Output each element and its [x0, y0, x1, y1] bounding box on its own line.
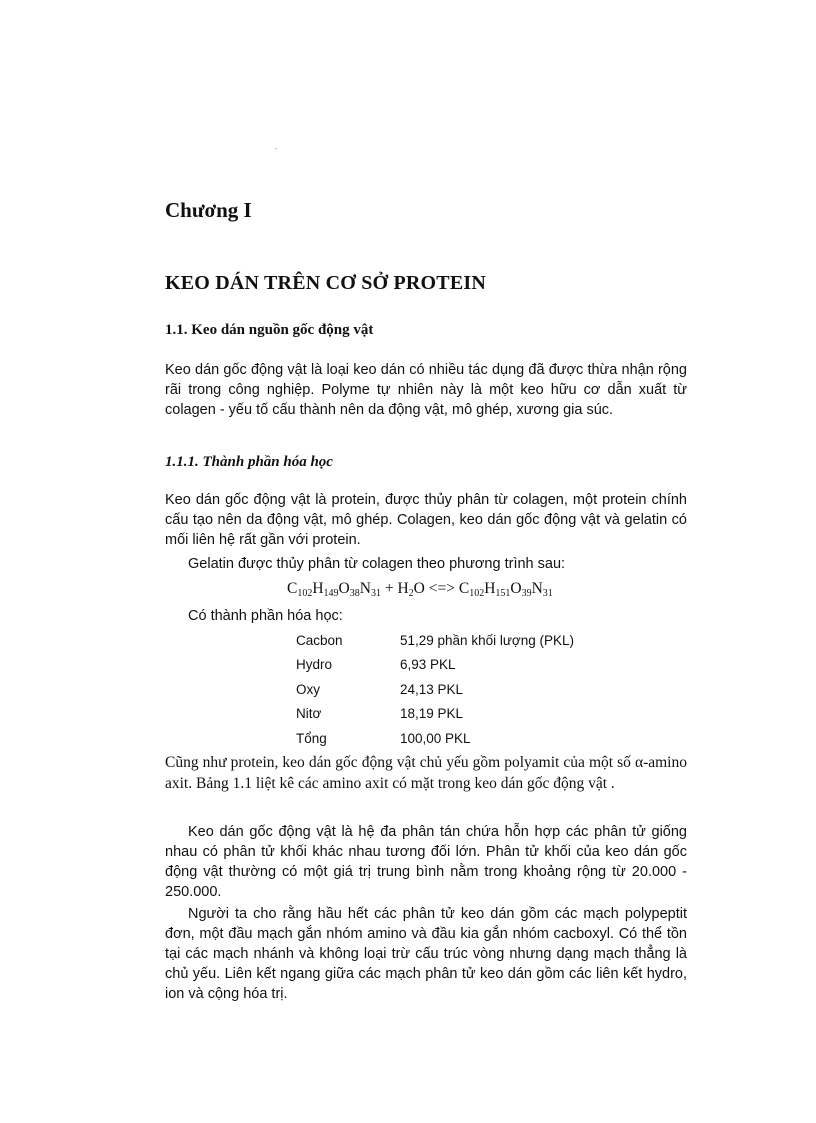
- hydrolysis-equation: $C_{102}H_{149}O_{38}N_{31} + H_2O$ <=> $C_{102}H_{151}O_{39}N_{31}$: [287, 580, 553, 599]
- element-cell: Tổng: [296, 730, 327, 746]
- lhs-n-subscript: 31: [370, 588, 381, 599]
- equation-arrow: <=>: [428, 580, 455, 597]
- section-1-1-paragraph: Keo dán gốc động vật là loại keo dán có nhiều tác dụng đã được thừa nhận rộng rãi trong công nghiệp. Polyme tự nhiên này là một keo hữu cơ dẫn xuất từ colagen - yếu tố cấu thành nên da động vật, mô ghép, xương gia súc.: [165, 362, 687, 418]
- table-row: [296, 677, 574, 702]
- rhs-o-subscript: 39: [521, 588, 532, 599]
- polydisperse-paragraph: Keo dán gốc động vật là hệ đa phân tán chứa hỗn hợp các phân tử giống nhau có phân tử khối khác nhau tương đối lớn. Phân tử khối của keo dán gốc động vật thường có một giá trị trung bình nằm trong khoảng rộng từ 20.000 - 250.000.: [165, 824, 687, 900]
- element-cell: Cacbon: [296, 632, 343, 648]
- composition-intro: Có thành phần hóa học:: [188, 608, 343, 624]
- table-row: [296, 628, 574, 653]
- polypeptide-paragraph: Người ta cho rằng hầu hết các phân tử keo dán gồm các mạch polypeptit đơn, một đầu mạch gắn nhóm amino và đầu kia gắn nhóm cacboxyl. Có thể tồn tại các mạch nhánh và không loại trừ cấu trúc vòng nhưng dạng mạch thẳng là chủ yếu. Liên kết ngang giữa các mạch phân tử keo dán gồm các liên kết hydro, ion và cộng hóa trị.: [165, 906, 687, 1002]
- value-cell: 18,19 PKL: [400, 706, 464, 722]
- value-cell: 51,29 phần khối lượng (PKL): [400, 632, 574, 648]
- table-row: [296, 726, 574, 751]
- element-cell: Hydro: [296, 657, 333, 673]
- table-row: [296, 702, 574, 727]
- lhs-o-subscript: 38: [349, 588, 360, 599]
- section-heading-1-1-1: 1.1.1. Thành phần hóa học: [165, 454, 333, 470]
- table-row: [296, 653, 574, 678]
- value-cell: 6,93 PKL: [400, 657, 456, 673]
- rhs-n-subscript: 31: [542, 588, 553, 599]
- scan-speck: [275, 148, 277, 149]
- chapter-label: Chương I: [165, 198, 252, 222]
- element-cell: Oxy: [296, 681, 321, 697]
- value-cell: 24,13 PKL: [400, 681, 464, 697]
- composition-paragraph-1: Keo dán gốc động vật là protein, được thủy phân từ colagen, một protein chính cấu tạo nên da động vật, mô ghép. Colagen, keo dán gốc động vật và gelatin có mối liên hệ rất gần với protein.: [165, 492, 687, 548]
- polyamide-paragraph: Cũng như protein, keo dán gốc động vật chủ yếu gồm polyamit của một số α-amino axit. Bảng 1.1 liệt kê các amino axit có mặt trong keo dán gốc động vật .: [165, 754, 687, 792]
- lhs-c-subscript: 102: [297, 588, 313, 599]
- chapter-title: KEO DÁN TRÊN CƠ SỞ PROTEIN: [165, 272, 486, 294]
- section-heading-1-1: 1.1. Keo dán nguồn gốc động vật: [165, 322, 374, 338]
- rhs-h-subscript: 151: [495, 588, 511, 599]
- lhs-h-subscript: 149: [323, 588, 339, 599]
- element-cell: Nitơ: [296, 706, 322, 722]
- value-cell: 100,00 PKL: [400, 730, 471, 746]
- equation-intro: Gelatin được thủy phân từ colagen theo phương trình sau:: [188, 556, 566, 572]
- rhs-c-subscript: 102: [469, 588, 485, 599]
- water-h-subscript: 2: [408, 588, 414, 599]
- composition-table: [296, 628, 574, 751]
- equation-plus: +: [384, 580, 394, 597]
